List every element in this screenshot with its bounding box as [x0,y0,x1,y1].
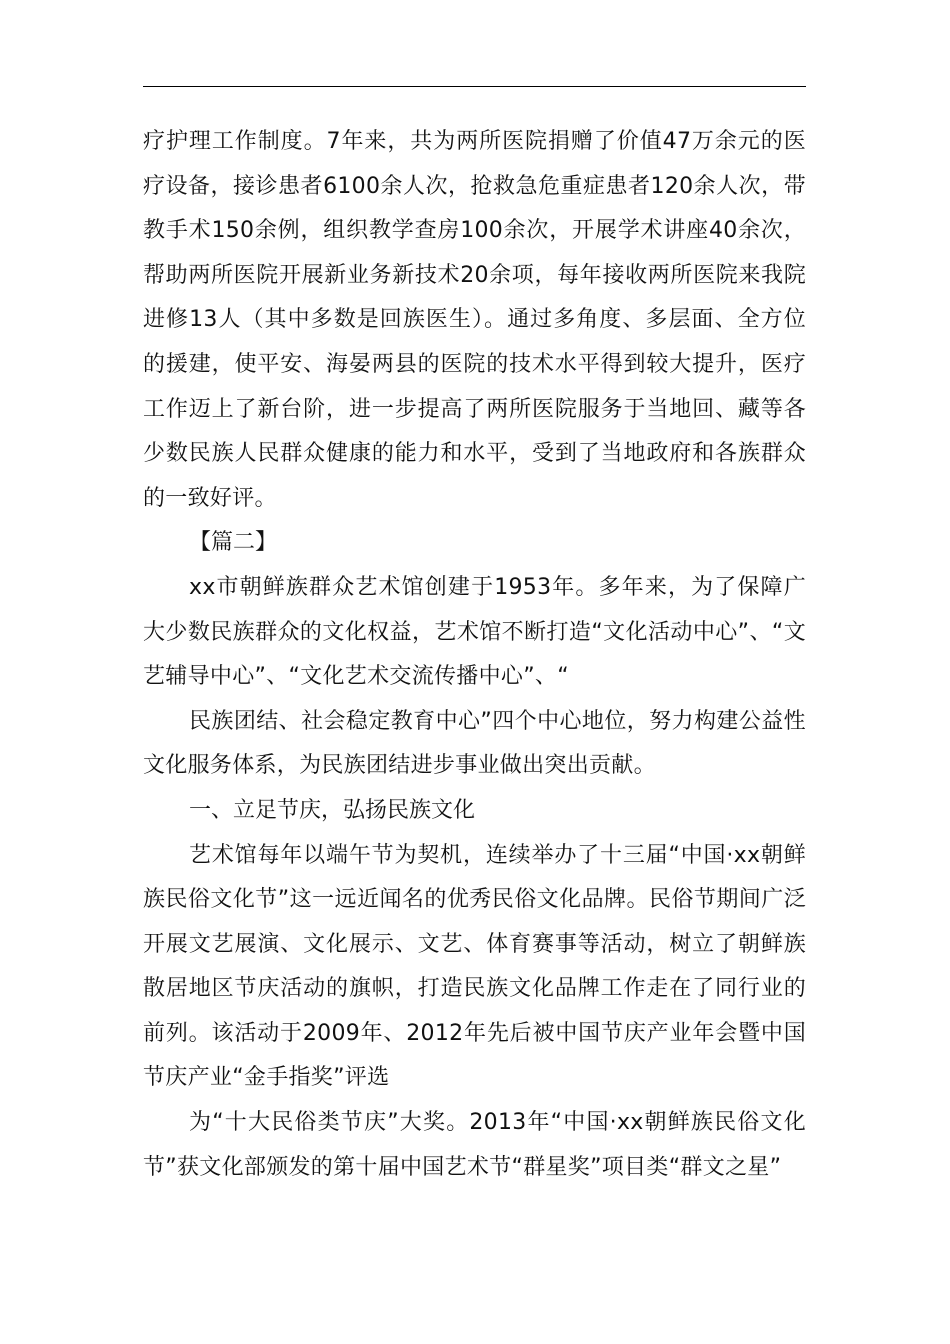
paragraph-festival: 艺术馆每年以端午节为契机，连续举办了十三届“中国·xx朝鲜族民俗文化节”这一远近闻名的优秀民俗文化品牌。民俗节期间广泛开展文艺展演、文化展示、文艺、体育赛事等活动，树立了朝鲜族散居地区节庆活动的旗帜，打造民族文化品牌工作走在了同行业的前列。该活动于2009年、2012年先后被中国节庆产业年会暨中国节庆产业“金手指奖”评选 [143,842,806,1091]
subheading-one: 一、立足节庆，弘扬民族文化 [189,797,476,823]
header-rule [143,86,806,87]
paragraph-award: 为“十大民俗类节庆”大奖。2013年“中国·xx朝鲜族民俗文化节”获文化部颁发的第十届中国艺术节“群星奖”项目类“群文之星” [143,1110,806,1180]
section-heading-pian-er: 【篇二】 [189,530,278,556]
paragraph-continuation: 疗护理工作制度。7年来，共为两所医院捐赠了价值47万余元的医疗设备，接诊患者6100余人次，抢救急危重症患者120余人次，带教手术150余例，组织教学查房100余次，开展学术讲座40余次，帮助两所医院开展新业务新技术20余项，每年接收两所医院来我院进修13人（其中多数是回族医生）。通过多角度、多层面、全方位的援建，使平安、海晏两县的医院的技术水平得到较大提升，医疗工作迈上了新台阶，进一步提高了两所医院服务于当地回、藏等各少数民族人民群众健康的能力和水平，受到了当地政府和各族群众的一致好评。 [143,129,806,511]
document-body [143,120,806,1190]
paragraph-intro-continued: 民族团结、社会稳定教育中心”四个中心地位，努力构建公益性文化服务体系，为民族团结进步事业做出突出贡献。 [143,708,806,779]
paragraph-intro: xx市朝鲜族群众艺术馆创建于1953年。多年来，为了保障广大少数民族群众的文化权益，艺术馆不断打造“文化活动中心”、“文艺辅导中心”、“文化艺术交流传播中心”、“ [143,574,806,690]
